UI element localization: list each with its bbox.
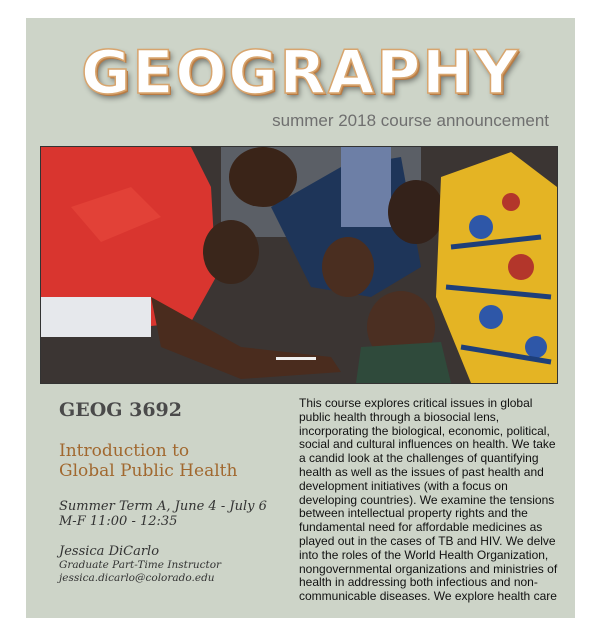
instructor-email[interactable]: jessica.dicarlo@colorado.edu (59, 572, 215, 584)
hero-photo (40, 146, 558, 384)
course-title-line-2: Global Public Health (59, 461, 238, 481)
course-title-line-1: Introduction to (59, 441, 190, 461)
course-term: Summer Term A, June 4 - July 6 (59, 499, 267, 514)
course-info (59, 399, 299, 585)
course-description: This course explores critical issues in global public health through a biosocial lens, incorporating the biological, economic, political, social and cultural influences on health. We take a candid look at the challenges of quantifying health as well as the issues of past health and development initiatives (with a focus on developing countries). We examine the tensions between intellectual property rights and the fundamental need for affordable medicines as played out in the cases of TB and HIV. We delve into the roles of the World Health Organization, nongovernmental organizations and ministries of health in addressing both infectious and non-communicable diseases. We explore health care (299, 396, 558, 604)
flyer-page (26, 18, 575, 618)
instructor-block (59, 544, 299, 585)
instructor-name: Jessica DiCarlo (59, 544, 160, 559)
hero-photo-illustration (41, 147, 557, 383)
page-title: GEOGRAPHY (81, 38, 520, 108)
course-code: GEOG 3692 (59, 399, 182, 421)
page-subtitle: summer 2018 course announcement (272, 111, 549, 130)
course-schedule (59, 499, 299, 529)
instructor-role: Graduate Part-Time Instructor (59, 559, 222, 571)
course-time: M-F 11:00 - 12:35 (59, 514, 178, 529)
course-title (59, 441, 279, 481)
